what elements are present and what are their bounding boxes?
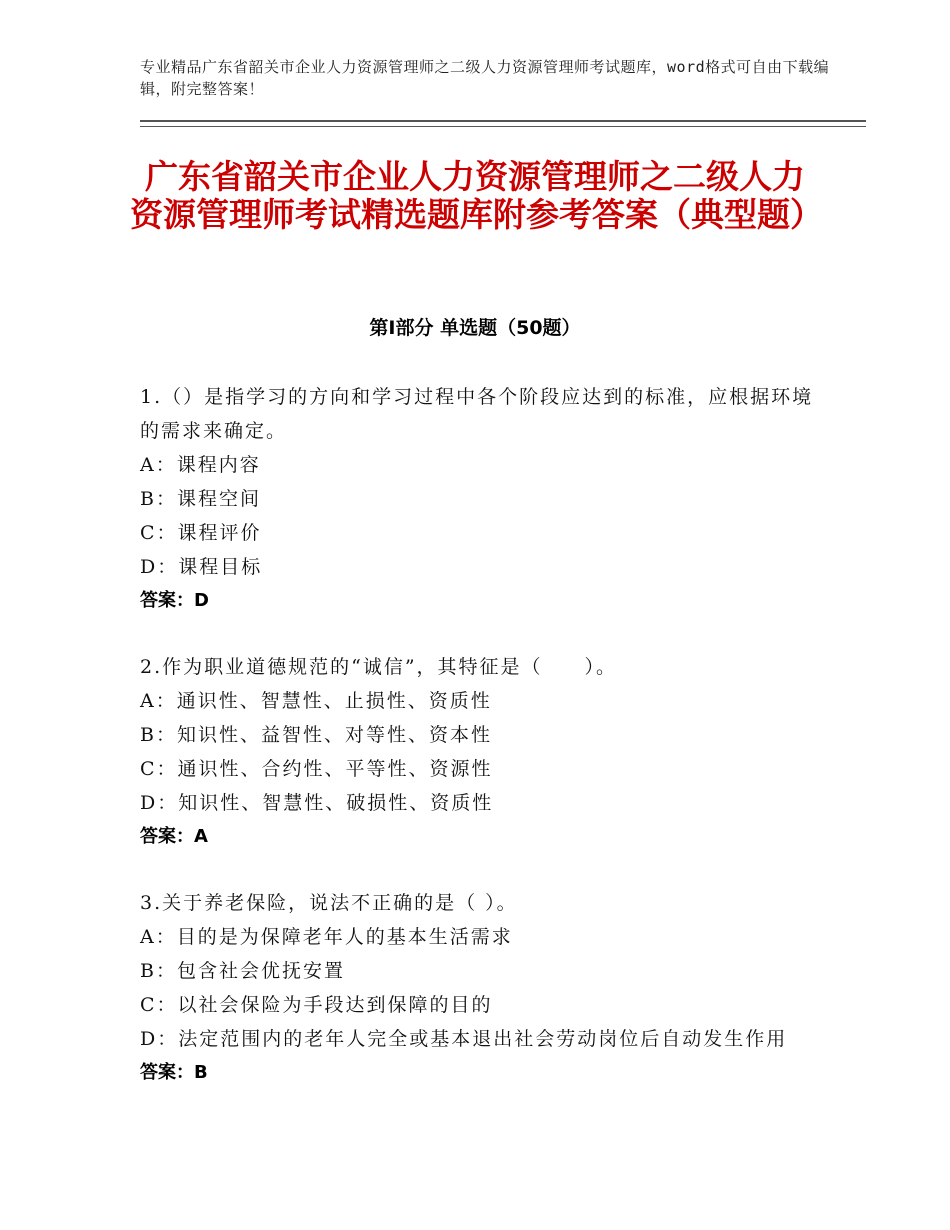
option-a: A：目的是为保障老年人的基本生活需求: [140, 926, 513, 948]
answer: 答案：B: [140, 1062, 208, 1083]
option-a: A：课程内容: [140, 454, 261, 476]
question-stem: 3.关于养老保险，说法不正确的是（ ）。: [140, 892, 518, 914]
section-title: 第Ⅰ部分 单选题（50题）: [369, 317, 581, 339]
header-divider-thin: [140, 126, 866, 127]
question-3: [140, 886, 820, 1090]
option-d: D：法定范围内的老年人完全或基本退出社会劳动岗位后自动发生作用: [140, 1028, 788, 1050]
option-b: B：知识性、益智性、对等性、资本性: [140, 724, 492, 746]
question-stem: 2.作为职业道德规范的“诚信”，其特征是（ ）。: [140, 656, 618, 678]
question-list: [140, 380, 820, 1122]
option-c: C：以社会保险为手段达到保障的目的: [140, 994, 493, 1016]
header-divider: [140, 120, 866, 122]
option-c: C：通识性、合约性、平等性、资源性: [140, 758, 493, 780]
header-note: 专业精品广东省韶关市企业人力资源管理师之二级人力资源管理师考试题库，word格式可自由下载编辑，附完整答案！: [140, 58, 830, 98]
question-2: [140, 650, 820, 854]
option-c: C：课程评价: [140, 522, 262, 544]
question-1: [140, 380, 820, 618]
option-a: A：通识性、智慧性、止损性、资质性: [140, 690, 492, 712]
question-stem: 1.（）是指学习的方向和学习过程中各个阶段应达到的标准，应根据环境的需求来确定。: [140, 386, 814, 442]
answer: 答案：D: [140, 590, 209, 611]
option-b: B：包含社会优抚安置: [140, 960, 345, 982]
answer: 答案：A: [140, 826, 208, 847]
document-title: 广东省韶关市企业人力资源管理师之二级人力资源管理师考试精选题库附参考答案（典型题）: [130, 157, 823, 234]
option-d: D：课程目标: [140, 556, 263, 578]
option-b: B：课程空间: [140, 488, 261, 510]
option-d: D：知识性、智慧性、破损性、资质性: [140, 792, 494, 814]
